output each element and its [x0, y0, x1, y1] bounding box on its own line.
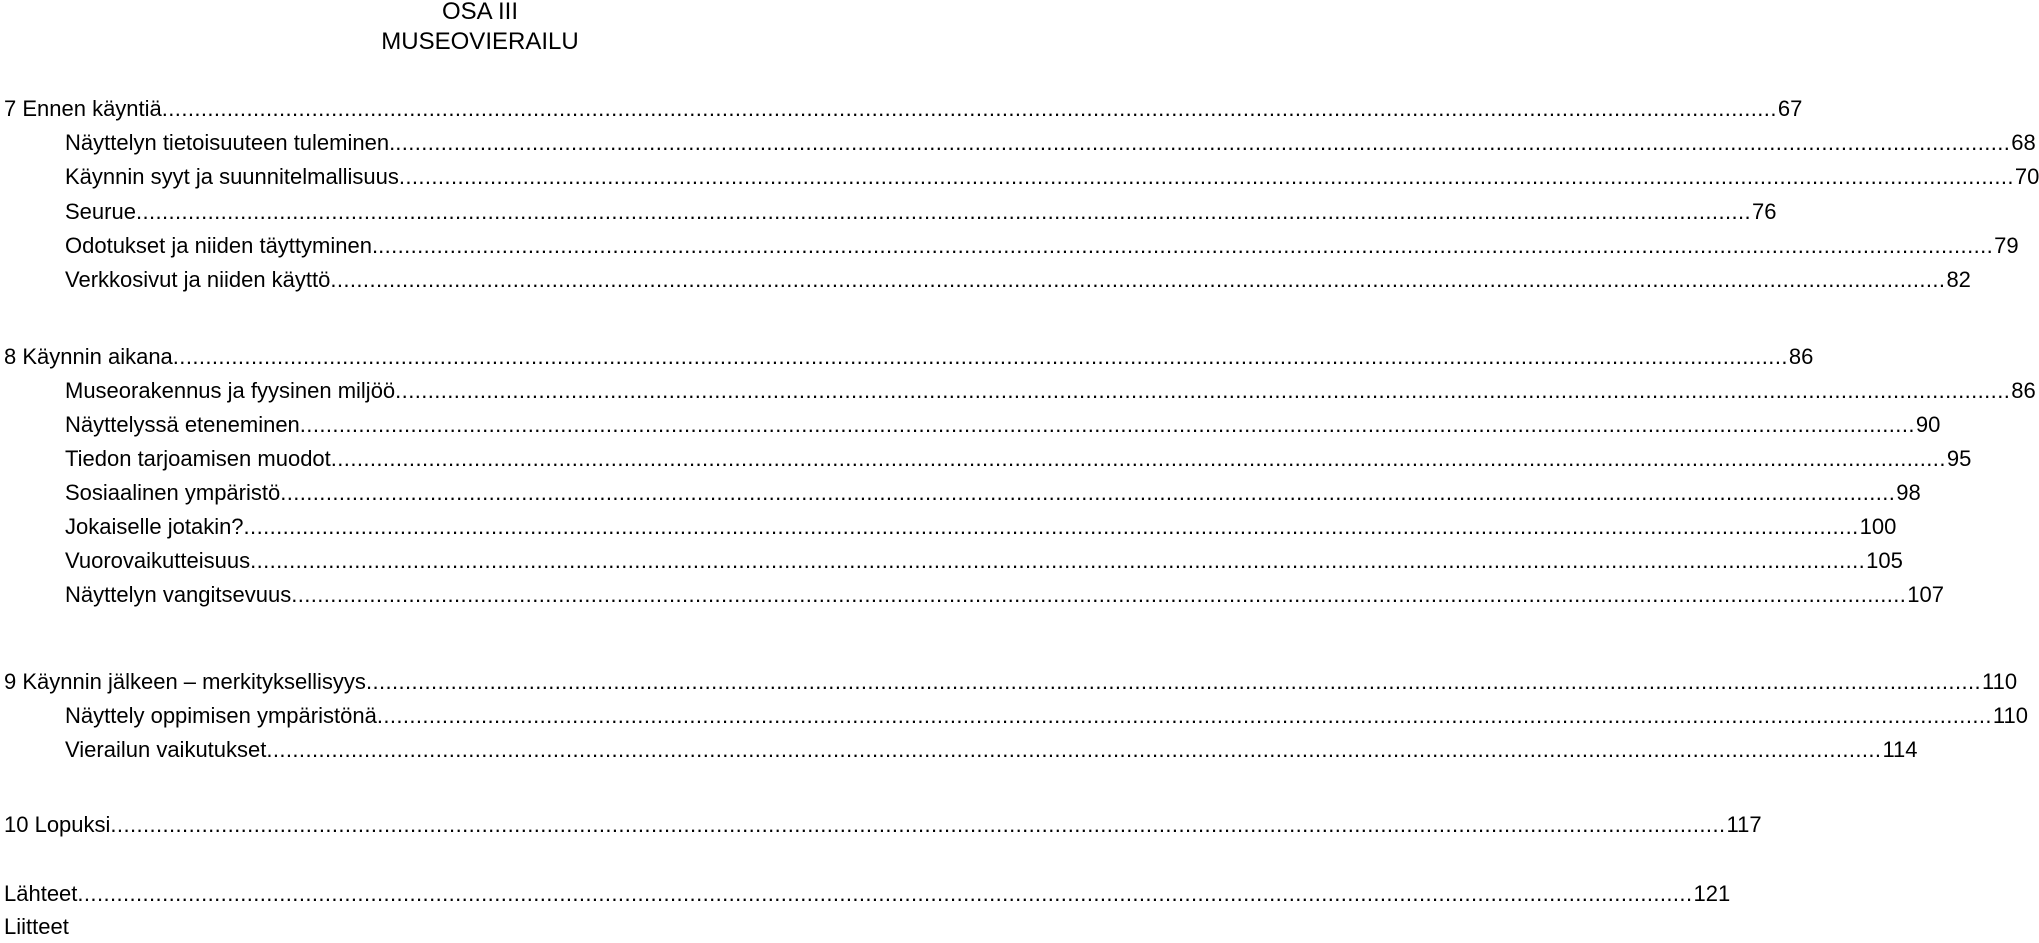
dot-leader [266, 734, 1881, 766]
dot-leader [331, 443, 1946, 475]
dot-leader [77, 878, 1692, 910]
toc-entry-page: 117 [1726, 812, 1762, 837]
toc-entry-page: 67 [1777, 96, 1803, 121]
toc-entry[interactable] [0, 545, 1903, 577]
toc-entry-page: 107 [1907, 582, 1945, 607]
dot-leader [110, 809, 1725, 841]
dot-leader [378, 230, 1993, 262]
toc-entry-title: 9 Käynnin jälkeen – merkityksellisyys [4, 669, 366, 694]
toc-entry-references[interactable] [0, 878, 1731, 910]
toc-entry-title: Tiedon tarjoamisen muodot [65, 446, 331, 471]
dot-leader [377, 700, 1992, 732]
toc-entry[interactable] [0, 161, 2039, 193]
toc-entry-chapter-10[interactable] [0, 809, 1762, 841]
dot-leader [395, 127, 2010, 159]
toc-entry-page: 68 [2011, 130, 2036, 155]
toc-entry-title: Liitteet [4, 914, 69, 939]
toc-entry[interactable] [0, 375, 2036, 407]
toc-entry[interactable] [0, 734, 1918, 766]
toc-entry-title: Odotukset ja niiden täyttyminen. [65, 233, 379, 258]
toc-entry[interactable] [0, 579, 1945, 611]
dot-leader [291, 579, 1906, 611]
toc-entry-title: Vierailun vaikutukset [65, 737, 267, 762]
toc-entry[interactable] [0, 409, 1941, 441]
toc-entry[interactable] [0, 477, 1921, 509]
toc-entry[interactable] [0, 264, 1971, 296]
toc-entry[interactable] [0, 443, 1972, 475]
toc-entry-title: Näyttelyn tietoisuuteen tuleminen. [65, 130, 396, 155]
toc-entry-page: 110 [1992, 703, 2028, 728]
toc-entry-page: 86 [2011, 378, 2036, 403]
part-label: OSA III [441, 0, 519, 25]
toc-entry[interactable] [0, 511, 1897, 543]
toc-entry-title: Näyttelyn vangitsevuus [65, 582, 292, 607]
toc-entry-page: 114 [1882, 737, 1918, 762]
toc-entry-appendices[interactable] [0, 911, 957, 943]
dot-leader [280, 477, 1895, 509]
toc-entry-page: 105 [1866, 548, 1903, 573]
toc-entry[interactable] [0, 700, 2028, 732]
toc-entry-title: Seurue [65, 199, 136, 224]
toc-entry[interactable] [0, 196, 1777, 228]
toc-entry-page: 100 [1859, 514, 1897, 539]
toc-entry-page: 110 [1982, 669, 2018, 694]
toc-entry-page: 76 [1752, 199, 1777, 224]
toc-entry-title: Vuorovaikutteisuus [65, 548, 251, 573]
toc-entry-title: Museorakennus ja fyysinen miljöö [65, 378, 396, 403]
toc-entry-chapter-7[interactable] [0, 93, 1803, 125]
toc-entry-page: 90 [1915, 412, 1941, 437]
toc-entry-page: 98 [1896, 480, 1921, 505]
dot-leader [136, 196, 1751, 228]
toc-entry-page: 79 [1994, 233, 2019, 258]
toc-entry-title: 8 Käynnin aikana [4, 344, 173, 369]
toc-entry-title: Verkkosivut ja niiden käyttö [65, 267, 331, 292]
toc-entry-title: Jokaiselle jotakin? [65, 514, 244, 539]
toc-entry-page: 95 [1946, 446, 1972, 471]
dot-leader [300, 409, 1915, 441]
dot-leader [330, 264, 1945, 296]
toc-entry-title: Näyttelyssä eteneminen [65, 412, 300, 437]
toc-entry-title: Näyttely oppimisen ympäristönä [65, 703, 377, 728]
dot-leader [395, 375, 2010, 407]
toc-entry-title: Käynnin syyt ja suunnitelmallisuus [65, 164, 399, 189]
toc-entry-title: 7 Ennen käyntiä [4, 96, 162, 121]
dot-leader [173, 341, 1788, 373]
toc-entry-page: 70 [2014, 164, 2039, 189]
part-title: MUSEOVIERAILU [381, 28, 579, 55]
dot-leader [366, 666, 1981, 698]
dot-leader [250, 545, 1865, 577]
toc-entry-title: 10 Lopuksi [4, 812, 111, 837]
toc-entry-page: 86 [1788, 344, 1814, 369]
toc-entry-page: 121 [1693, 881, 1731, 906]
toc-entry-chapter-9[interactable] [0, 666, 2018, 698]
toc-entry-title: Lähteet [4, 881, 78, 906]
dot-leader [244, 511, 1859, 543]
toc-entry-chapter-8[interactable] [0, 341, 1814, 373]
dot-leader [162, 93, 1777, 125]
toc-entry-title: Sosiaalinen ympäristö [65, 480, 281, 505]
toc-entry[interactable] [0, 127, 2036, 159]
toc-entry[interactable] [0, 230, 2019, 262]
toc-entry-page: 82 [1946, 267, 1971, 292]
dot-leader [399, 161, 2014, 193]
